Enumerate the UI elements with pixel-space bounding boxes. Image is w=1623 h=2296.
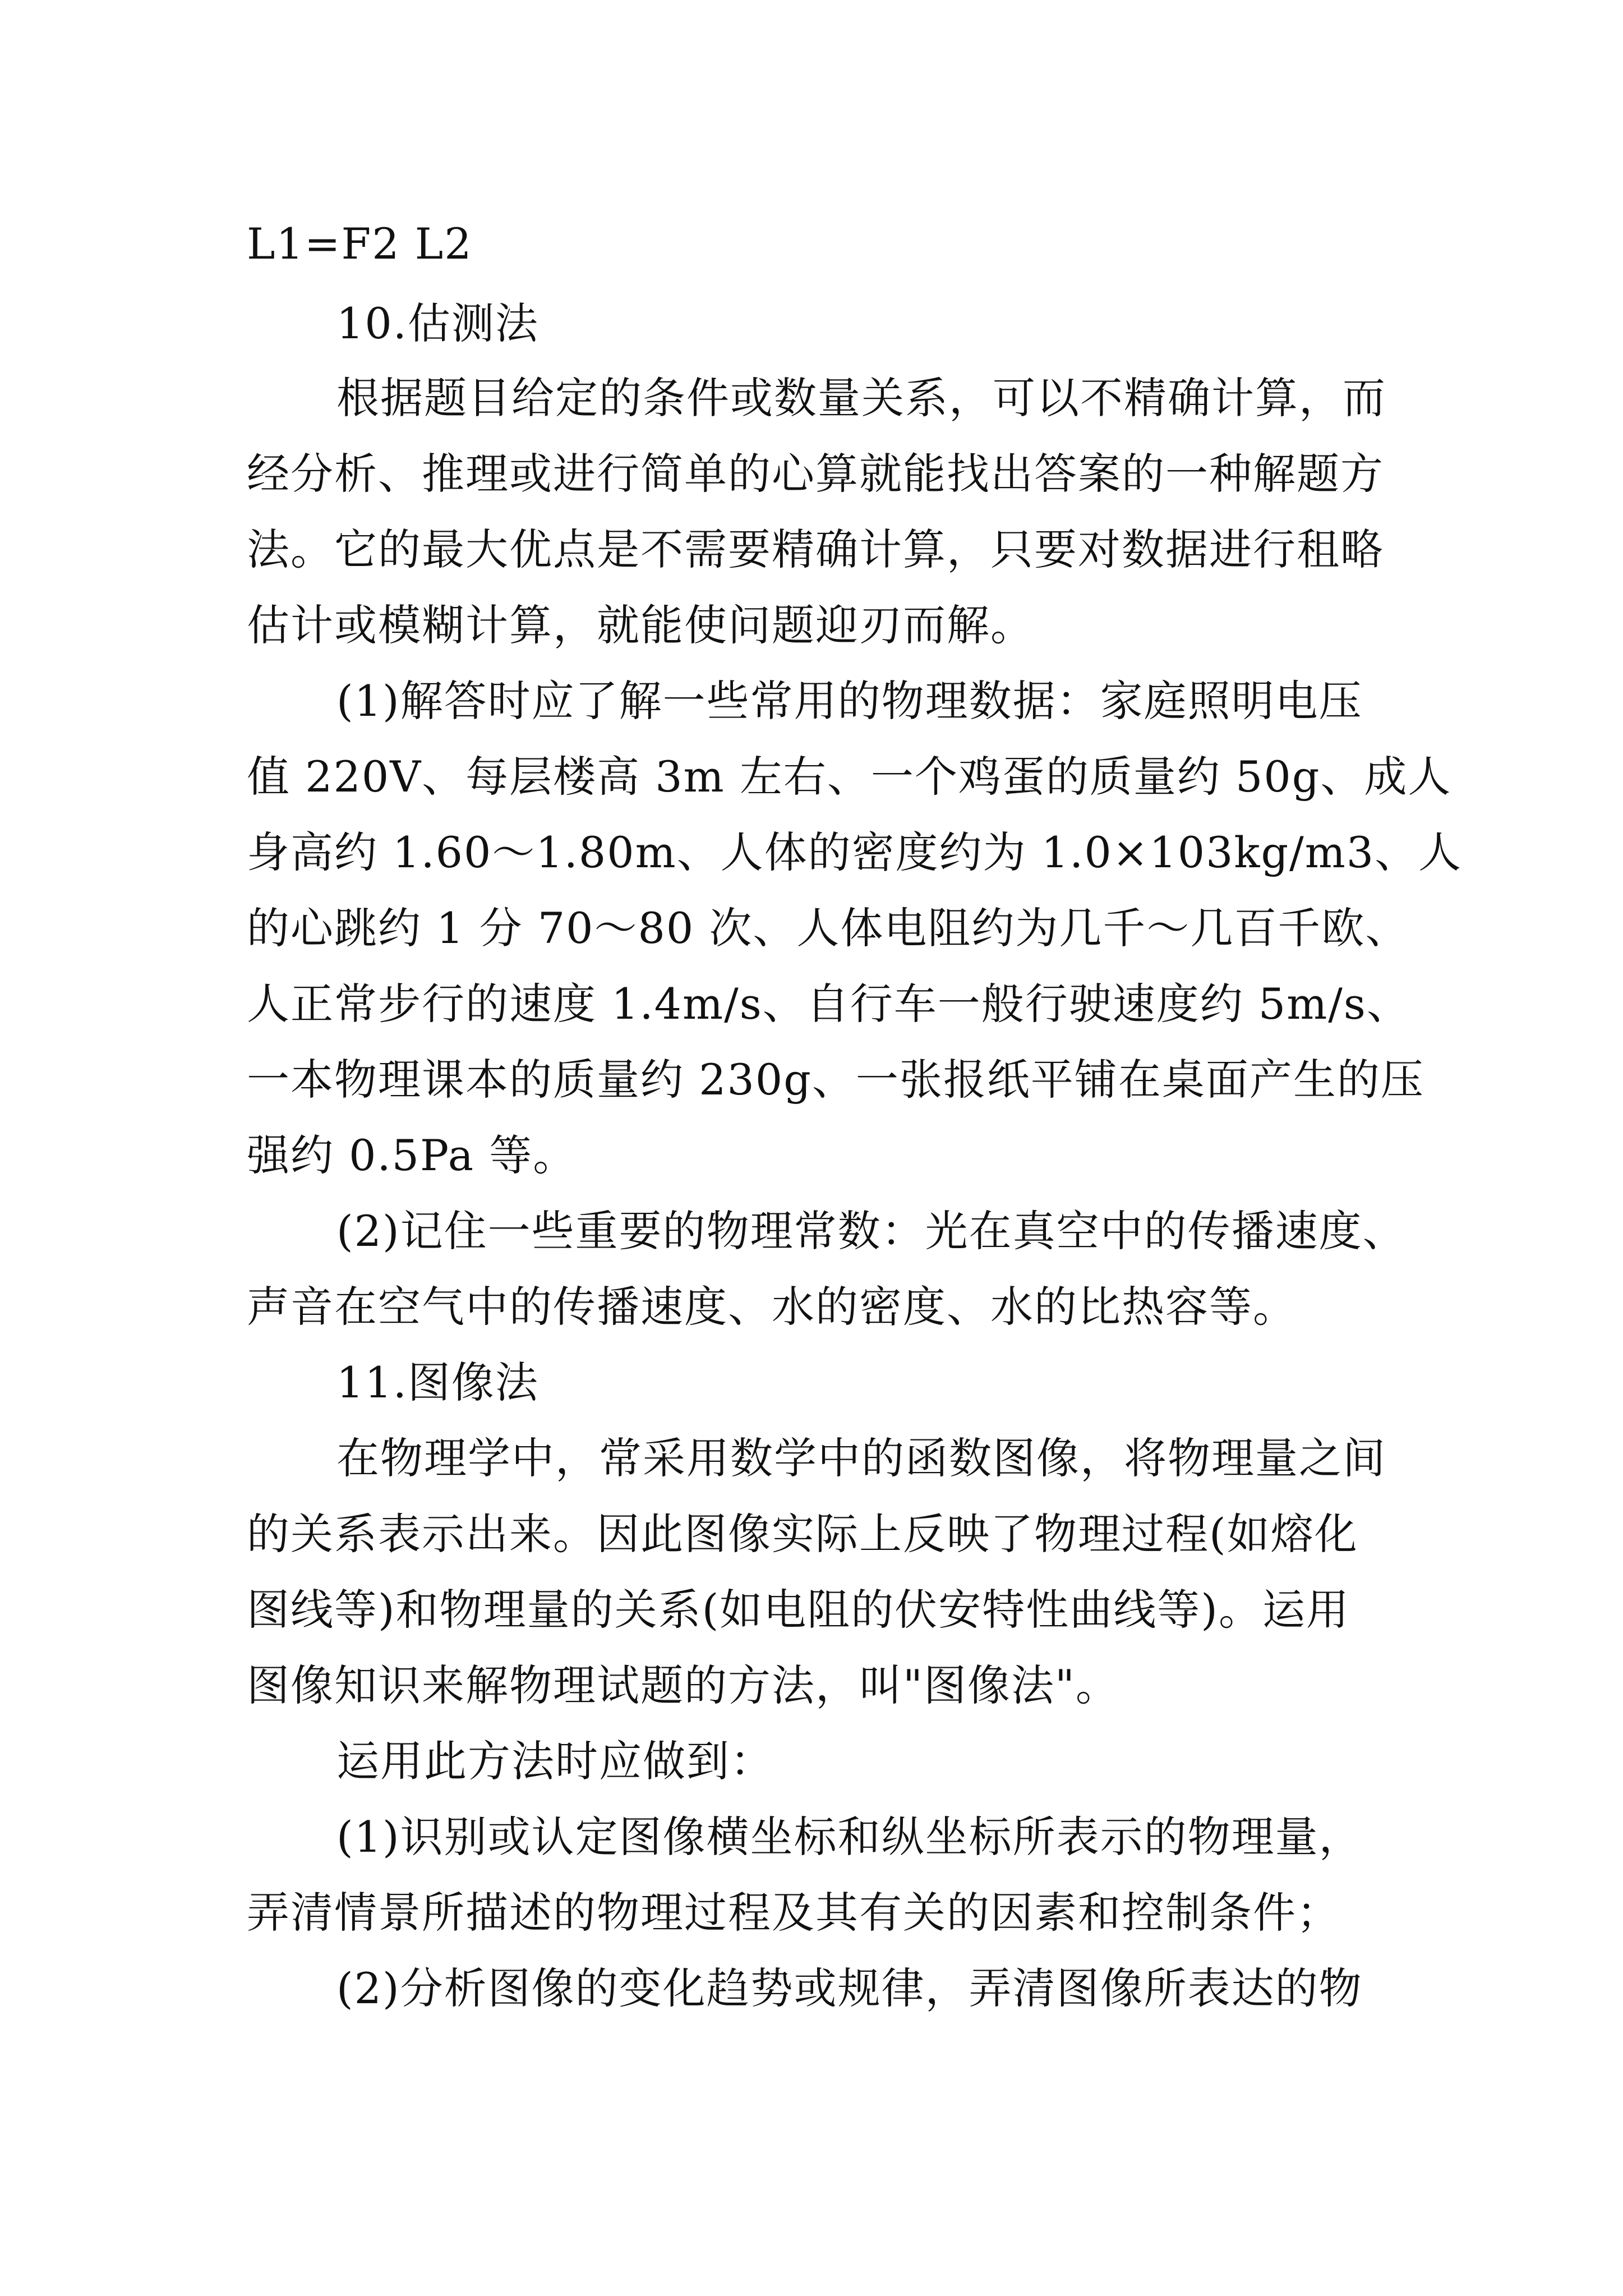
paragraph-line: 法。它的最大优点是不需要精确计算，只要对数据进行租略: [247, 524, 1384, 574]
paragraph-line: 值 220V、每层楼高 3m 左右、一个鸡蛋的质量约 50g、成人: [247, 752, 1452, 802]
section-heading-graph: 11.图像法: [336, 1358, 539, 1407]
paragraph-line: 根据题目给定的条件或数量关系，可以不精确计算，而: [336, 373, 1386, 423]
paragraph-line: (2)记住一些重要的物理常数：光在真空中的传播速度、: [336, 1206, 1407, 1256]
paragraph-line: 的心跳约 1 分 70～80 次、人体电阻约为几千～几百千欧、: [247, 903, 1409, 953]
paragraph-line: 图像知识来解物理试题的方法，叫"图像法"。: [247, 1660, 1119, 1710]
paragraph-line: 一本物理课本的质量约 230g、一张报纸平铺在桌面产生的压: [247, 1055, 1424, 1105]
paragraph-line: 图线等)和物理量的关系(如电阻的伏安特性曲线等)。运用: [247, 1585, 1350, 1635]
paragraph-line: 的关系表示出来。因此图像实际上反映了物理过程(如熔化: [247, 1509, 1358, 1559]
paragraph-line: 强约 0.5Pa 等。: [247, 1130, 577, 1180]
paragraph-line: (1)识别或认定图像横坐标和纵坐标所表示的物理量，: [336, 1812, 1363, 1862]
paragraph-line: 人正常步行的速度 1.4m/s、自行车一般行驶速度约 5m/s、: [247, 979, 1410, 1029]
paragraph-line: 身高约 1.60～1.80m、人体的密度约为 1.0×103kg/m3、人: [247, 827, 1463, 877]
paragraph-line: 在物理学中，常采用数学中的函数图像，将物理量之间: [336, 1433, 1386, 1483]
section-heading-estimation: 10.估测法: [336, 298, 539, 348]
paragraph-line: (1)解答时应了解一些常用的物理数据：家庭照明电压: [336, 676, 1363, 726]
formula-line: L1=F2 L2: [247, 219, 473, 269]
paragraph-line: 声音在空气中的传播速度、水的密度、水的比热容等。: [247, 1282, 1297, 1332]
paragraph-line: 经分析、推理或进行简单的心算就能找出答案的一种解题方: [247, 449, 1384, 499]
paragraph-line: 运用此方法时应做到：: [336, 1736, 774, 1786]
paragraph-line: (2)分析图像的变化趋势或规律，弄清图像所表达的物: [336, 1963, 1363, 2013]
paragraph-line: 弄清情景所描述的物理过程及其有关的因素和控制条件；: [247, 1888, 1340, 1938]
paragraph-line: 估计或模糊计算，就能使问题迎刃而解。: [247, 600, 1034, 650]
